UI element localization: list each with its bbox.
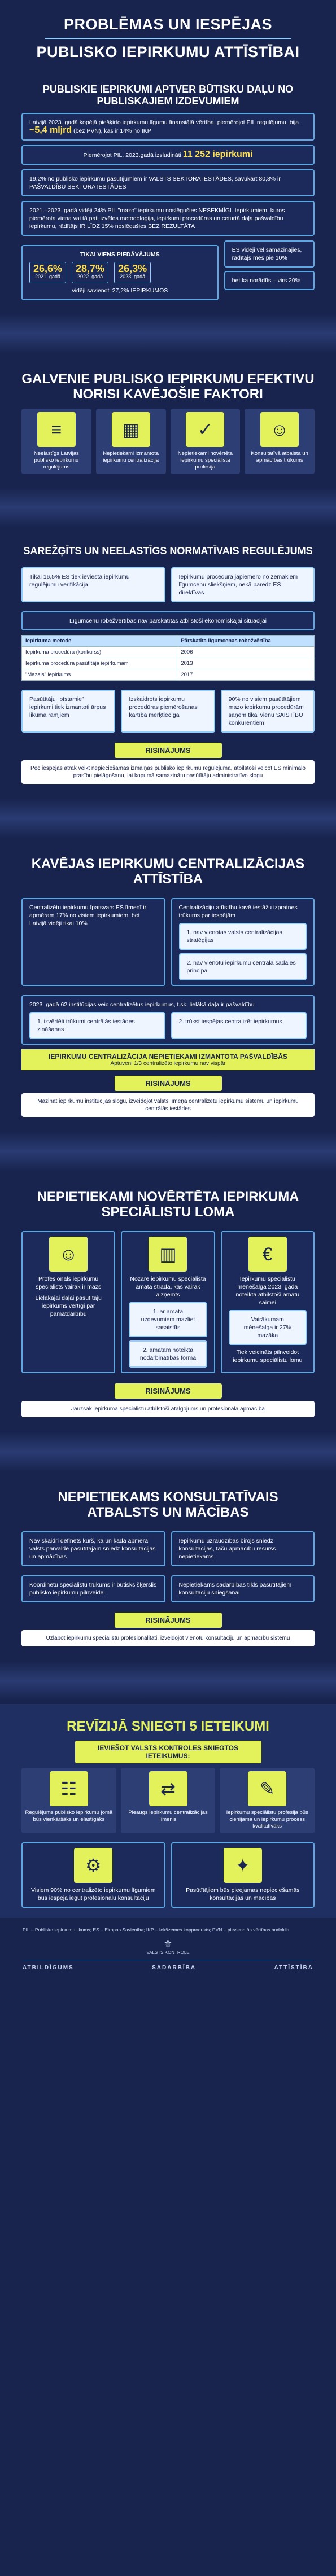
centralization-banner — [21, 1049, 315, 1070]
recommendation-card — [121, 1768, 216, 1833]
table-row — [22, 658, 315, 669]
table-cell: Iepirkuma procedūra pasūtītāja iepirkumam — [22, 658, 177, 669]
table-cell: Iepirkuma procedūra (konkurss) — [22, 647, 177, 658]
table-cell: "Mazais" iepirkums — [22, 669, 177, 681]
regulation-note: 90% no visiem pasūtītājiem mazo iepirkumu procedūrām saņem tikai vienu SAISTĪBU konkurentiem — [228, 696, 304, 726]
single-offer-cell — [114, 262, 151, 283]
support-row-2 — [21, 1571, 315, 1607]
table-header: Iepirkuma metode — [22, 636, 177, 647]
factor-label: Konsultatīvā atbalsta un apmācības trūkums — [251, 450, 308, 463]
centralization-section — [0, 842, 336, 1128]
centralization-b2-box — [179, 953, 307, 980]
specialists-c-box — [221, 1231, 315, 1373]
factor-card — [245, 409, 315, 474]
eu-note-box — [224, 240, 315, 268]
support-d-box — [171, 1575, 315, 1602]
section-divider — [0, 314, 336, 353]
single-offer-title: TIKAI VIENS PIEDĀVĀJUMS — [80, 251, 160, 258]
regulation-b: Iepirkumu procedūra jāpiemēro no zemākiem līgumcenu sliekšņiem, nekā paredz ES direktīvas — [178, 573, 298, 596]
recommendation-card — [220, 1768, 315, 1833]
support-row-1 — [21, 1527, 315, 1571]
regulation-heading: SAREŽĢĪTS UN NEELASTĪGS NORMATĪVAIS REGULĒJUMS — [23, 545, 313, 557]
chart-icon: ▥ — [149, 1237, 187, 1272]
scope-value-box — [21, 113, 315, 141]
regulation-a-box — [21, 567, 165, 602]
exchange-icon: ⇄ — [149, 1771, 187, 1806]
table-header-row — [22, 636, 315, 647]
single-offer-year: 2022. gadā — [77, 274, 103, 279]
centralization-b2: 2. nav vienotu iepirkumu centrālā sadales principa — [186, 960, 296, 974]
regulation-c: Līgumcenu robežvērtības nav pārskatītas atbilstoši ekonomiskajai situācijai — [69, 617, 267, 624]
single-offer-year: 2023. gadā — [120, 274, 146, 279]
table-header: Pārskatīta līgumcenas robežvērtība — [177, 636, 315, 647]
solution-label: RISINĀJUMS — [115, 1613, 222, 1628]
centralization-c: 2023. gadā 62 institūcijas veic centralizētus iepirkumus, t.sk. lielākā daļa ir pašvaldību — [29, 1001, 255, 1008]
specialists-b: Nozarē iepirkumu speciālista amatā strādā, kas vairāk aizņemts — [130, 1276, 206, 1298]
centralization-b1-box — [179, 923, 307, 950]
regulation-section — [0, 531, 336, 795]
solution-label: RISINĀJUMS — [115, 743, 222, 758]
section-divider — [0, 1132, 336, 1171]
support-c-box — [21, 1575, 165, 1602]
support-d: Nepietiekams sadarbības tīkls pasūtītājiem konsultāciju sniegšanai — [178, 1581, 292, 1596]
graduation-icon: ✦ — [224, 1848, 262, 1883]
factors-section — [0, 357, 336, 484]
title-divider — [45, 38, 291, 39]
regulation-row — [21, 563, 315, 607]
recommendations-section — [0, 1704, 336, 1918]
specialists-a-box — [21, 1231, 115, 1373]
scope-count-text: Piemērojot PIL, 2023.gadā izsludināti — [83, 152, 181, 159]
law-icon: ☷ — [50, 1771, 88, 1806]
centralization-a-box — [21, 898, 165, 986]
factor-label: Nepietiekami izmantota iepirkumu centralizācija — [103, 450, 159, 463]
recommendation-card — [21, 1768, 116, 1833]
single-offer-year: 2021. gadā — [35, 274, 61, 279]
state-audit-logo-icon: ⚜ — [163, 1938, 173, 1949]
single-offer-value: 26,3% — [118, 263, 147, 274]
scope-section — [0, 69, 336, 310]
support-section — [0, 1475, 336, 1658]
solution-text: Pēc iespējas ātrāk veikt nepieciešamās izmaiņas publisko iepirkumu regulējumā, atbilstoši veicot ES minimālo prasību pielāgošanu, lai kopumā samazinātu pasūtītāju administratīvo slogu — [21, 760, 315, 784]
factor-card — [96, 409, 166, 474]
solution-text: Uzlabot iepirkumu speciālistu profesionalitāti, izveidojot vienotu konsultāciju un apmācību sistēmu — [21, 1630, 315, 1646]
table-row — [22, 647, 315, 658]
footer-tag: ATBILDĪGUMS — [23, 1965, 74, 1971]
eu-notes — [224, 240, 315, 305]
support-c: Koordinētu specialistu trūkums ir būtisks šķērslis publisko iepirkumu pilnveidei — [29, 1581, 157, 1596]
support-heading: NEPIETIEKAMS KONSULTATĪVAIS ATBALSTS UN MĀCĪBAS — [58, 1489, 278, 1520]
specialists-b2: 2. amatam noteikta nodarbinātības forma — [129, 1340, 207, 1368]
scope-sector-text: 19,2% no publisko iepirkumu pasūtījumiem ir VALSTS SEKTORA IESTĀDES, savukārt 80,8% ir PAŠVALDĪBU SEKTORA IESTĀDES — [29, 176, 281, 190]
solution-label: RISINĀJUMS — [115, 1076, 222, 1091]
footer-tag: ATTĪSTĪBA — [274, 1965, 313, 1971]
specialists-c: Iepirkumu speciālistu mēnešalga 2023. gadā noteikta atbilstoši amatu saimei — [235, 1276, 300, 1306]
centralization-heading: KAVĒJAS IEPIRKUMU CENTRALIZĀCIJAS ATTĪSTĪBA — [31, 856, 305, 887]
centralization-b: Centralizāciju attīstību kavē iestāžu izpratnes trūkums par iespējām — [178, 904, 298, 919]
footer-tag: SADARBĪBA — [152, 1965, 197, 1971]
title-line-2: PUBLISKO IEPIRKUMU ATTĪSTĪBAI — [36, 43, 300, 60]
scope-heading: PUBLISKIE IEPIRKUMI APTVER BŪTISKU DAĻU NO PUBLISKAJIEM IZDEVUMIEM — [42, 84, 294, 107]
specialists-section — [0, 1175, 336, 1429]
scope-count-box — [21, 145, 315, 165]
support-a-box — [21, 1531, 165, 1566]
specialists-c3: Tiek veicināts pilnveidot iepirkumu speciālistu lomu — [233, 1349, 303, 1364]
footer — [0, 1918, 336, 1983]
regulation-note: Pasūtītāju "bīstamie" iepirkumi tiek izmantoti ārpus likuma rāmjiem — [29, 696, 106, 719]
specialists-heading: NEPIETIEKAMI NOVĒRTĒTA IEPIRKUMA SPECIĀLISTU LOMA — [37, 1189, 299, 1220]
factors-grid — [21, 409, 315, 474]
specialists-row — [21, 1226, 315, 1378]
regulation-note-box — [221, 690, 315, 733]
recommendation-bottom-right-text: Pasūtītājiem būs pieejamas nepieciešamās konsultācijas un mācības — [186, 1887, 300, 1902]
centralization-b1: 1. nav vienotas valsts centralizācijas stratēģijas — [186, 929, 282, 944]
factors-heading: GALVENIE PUBLISKO IEPIRKUMU EFEKTIVU NORISI KAVĒJOŠIE FAKTORI — [21, 371, 315, 402]
table-row — [22, 669, 315, 681]
solution-text: Mazināt iepirkumu institūcijas slogu, izveidojot valsts līmeņa centralizētu iepirkumu sistēmu un iepirkumu centrālās iestādes — [21, 1093, 315, 1117]
specialists-a: Profesionāls iepirkumu speciālists vairāk ir mazs — [36, 1276, 102, 1290]
scope-count-value: 11 252 iepirkumi — [182, 150, 253, 159]
scope-value: ~5,4 mljrd — [29, 125, 72, 135]
specialists-a2: Lielākajai daļai pasūtītāju iepirkums vērtīgi par pamatdarbību — [35, 1295, 102, 1317]
footer-notes: PIL – Publisko iepirkumu likums; ES – Eiropas Savienība; IKP – Iekšzemes kopprodukts; PVN – pievienotās vērtības nodoklis — [23, 1927, 289, 1933]
specialist-icon: ☺ — [49, 1237, 88, 1272]
scope-value-tail: (bez PVN), kas ir 14% no IKP — [73, 128, 151, 134]
single-offer-cell — [29, 262, 66, 283]
check-icon: ✓ — [186, 412, 224, 447]
building-icon: ▦ — [112, 412, 150, 447]
banner-title: IEPIRKUMU CENTRALIZĀCIJA NEPIETIEKAMI IZMANTOTA PAŠVALDĪBĀS — [49, 1053, 287, 1061]
single-offer-value: 28,7% — [76, 263, 105, 274]
table-cell: 2013 — [177, 658, 315, 669]
table-cell: 2017 — [177, 669, 315, 681]
plan-note-box — [224, 271, 315, 290]
section-divider — [0, 799, 336, 838]
scope-unsuccess-text: 2021.–2023. gadā vidēji 24% PIL "mazo" iepirkumu noslēgušies NESEKMĪGI. Iepirkumiem, kuros piemērota viena vai tā pati izvēles metodoloģija, iepirkumi procedūras un ceturtā daļa pašvaldību iepirkumu, rādītājs IR LĪDZ 15% noslēgušies BEZ REZULTĀTA — [29, 207, 285, 230]
handshake-icon: ⚙ — [74, 1848, 112, 1883]
recommendations-bottom — [21, 1838, 315, 1912]
centralization-b-box — [171, 898, 315, 986]
threshold-table — [21, 635, 315, 681]
single-offer-value: 26,6% — [33, 263, 63, 274]
regulation-b-box — [171, 567, 315, 602]
title-line-1: PROBLĒMAS UN IESPĒJAS — [63, 16, 273, 33]
table-cell: 2006 — [177, 647, 315, 658]
factor-card — [171, 409, 241, 474]
single-offer-cell — [72, 262, 108, 283]
plan-note: bet ka norādīts – virs 20% — [232, 277, 301, 284]
regulation-notes-row — [21, 685, 315, 737]
recommendation-bottom-left — [21, 1842, 165, 1908]
money-icon: € — [248, 1237, 287, 1272]
recommendation-label: Pieaugs iepirkumu centralizācijas līmenis — [128, 1810, 208, 1823]
single-offer-average: vidēji savienoti 27,2% IEPIRKUMOS — [72, 287, 168, 294]
recommendation-bottom-left-text: Visiem 90% no centralizēto iepirkumu līgumiem būs iespēja iegūt profesionālu konsultāciju — [31, 1887, 156, 1902]
centralization-c2: 2. trūkst iespējas centralizēt iepirkumus — [178, 1018, 282, 1025]
single-offer-box — [21, 245, 219, 300]
hero — [0, 0, 336, 69]
recommendations-grid — [21, 1768, 315, 1833]
support-b-box — [171, 1531, 315, 1566]
recommendations-sub: IEVIEŠOT VALSTS KONTROLES SNIEGTOS IETEIKUMUS: — [75, 1741, 261, 1763]
support-b: Iepirkumu uzraudzības birojs sniedz konsultācijas, taču apmācību resurss nepietiekams — [178, 1537, 276, 1560]
footer-org: VALSTS KONTROLE — [146, 1950, 190, 1955]
centralization-c-box — [21, 995, 315, 1045]
factor-label: Nepietiekami novērtēta iepirkumu speciālista profesija — [177, 450, 233, 470]
section-divider — [0, 488, 336, 527]
section-divider — [0, 1432, 336, 1471]
regulation-note: Izskaidrots iepirkumu procedūras piemērošanas kārtība mērķtiecīga — [129, 696, 198, 719]
centralization-c1-box — [29, 1012, 165, 1039]
person-icon: ☺ — [260, 412, 299, 447]
specialists-b-box — [121, 1231, 215, 1373]
regulation-note-box — [21, 690, 115, 733]
centralization-c1: 1. izvērtēti trūkumi centrālās iestādes zināšanas — [37, 1018, 135, 1033]
support-a: Nav skaidri definēts kurš, kā un kādā apmērā valsts pārvaldē pasūtītājam sniedz konsultācijas un apmācības — [29, 1537, 156, 1560]
scope-unsuccess-box — [21, 201, 315, 236]
factor-card — [21, 409, 91, 474]
single-offer-row — [21, 240, 315, 305]
scope-sector-box — [21, 169, 315, 196]
regulation-a: Tikai 16,5% ES tiek ieviesta iepirkumu regulējumu verifikācija — [29, 573, 130, 588]
single-offer-years — [29, 262, 211, 283]
regulation-c-box — [21, 611, 315, 630]
scope-value-text: Latvijā 2023. gadā kopējā piešķirto iepirkumu līgumu finansiālā vērtība, piemērojot PIL regulējumu, bija — [29, 119, 299, 126]
centralization-row — [21, 893, 315, 991]
pen-icon: ✎ — [248, 1771, 286, 1806]
recommendation-label: Regulējums publisko iepirkumu jomā būs vienkāršāks un elastīgāks — [25, 1810, 113, 1823]
recommendation-bottom-right — [171, 1842, 315, 1908]
banner-sub: Aptuveni 1/3 centralizēto iepirkumu nav vispār — [110, 1061, 226, 1067]
recommendations-heading: REVĪZIJĀ SNIEGTI 5 IETEIKUMI — [67, 1719, 269, 1734]
centralization-a: Centralizētu iepirkumu īpatsvars ES līmenī ir apmēram 17% no visiem iepirkumiem, bet Latvijā vidēji tikai 10% — [29, 904, 147, 927]
solution-label: RISINĀJUMS — [115, 1383, 222, 1399]
regulation-note-box — [121, 690, 215, 733]
factor-label: Neelastīgs Latvijas publisko iepirkumu regulējums — [34, 450, 79, 470]
centralization-c-row — [29, 1012, 307, 1039]
specialists-c2: Vairākumam mēnešalga ir 27% mazāka — [229, 1310, 307, 1345]
specialists-b1: 1. ar amata uzdevumiem mazliet sasaistīts — [129, 1302, 207, 1337]
recommendation-label: Iepirkumu speciālistu profesija būs cienījama un iepirkumu process kvalitatīvāks — [226, 1810, 308, 1829]
eu-note: ES vidēji vēl samazinājies, rādītājs mēs pie 10% — [232, 247, 302, 261]
section-divider — [0, 1661, 336, 1701]
document-icon: ≡ — [37, 412, 76, 447]
solution-text: Jāuzsāk iepirkuma speciālistu atbilstoši atalgojums un profesionāla apmācība — [21, 1401, 315, 1417]
centralization-c2-box — [171, 1012, 307, 1039]
footer-tags — [23, 1960, 313, 1971]
